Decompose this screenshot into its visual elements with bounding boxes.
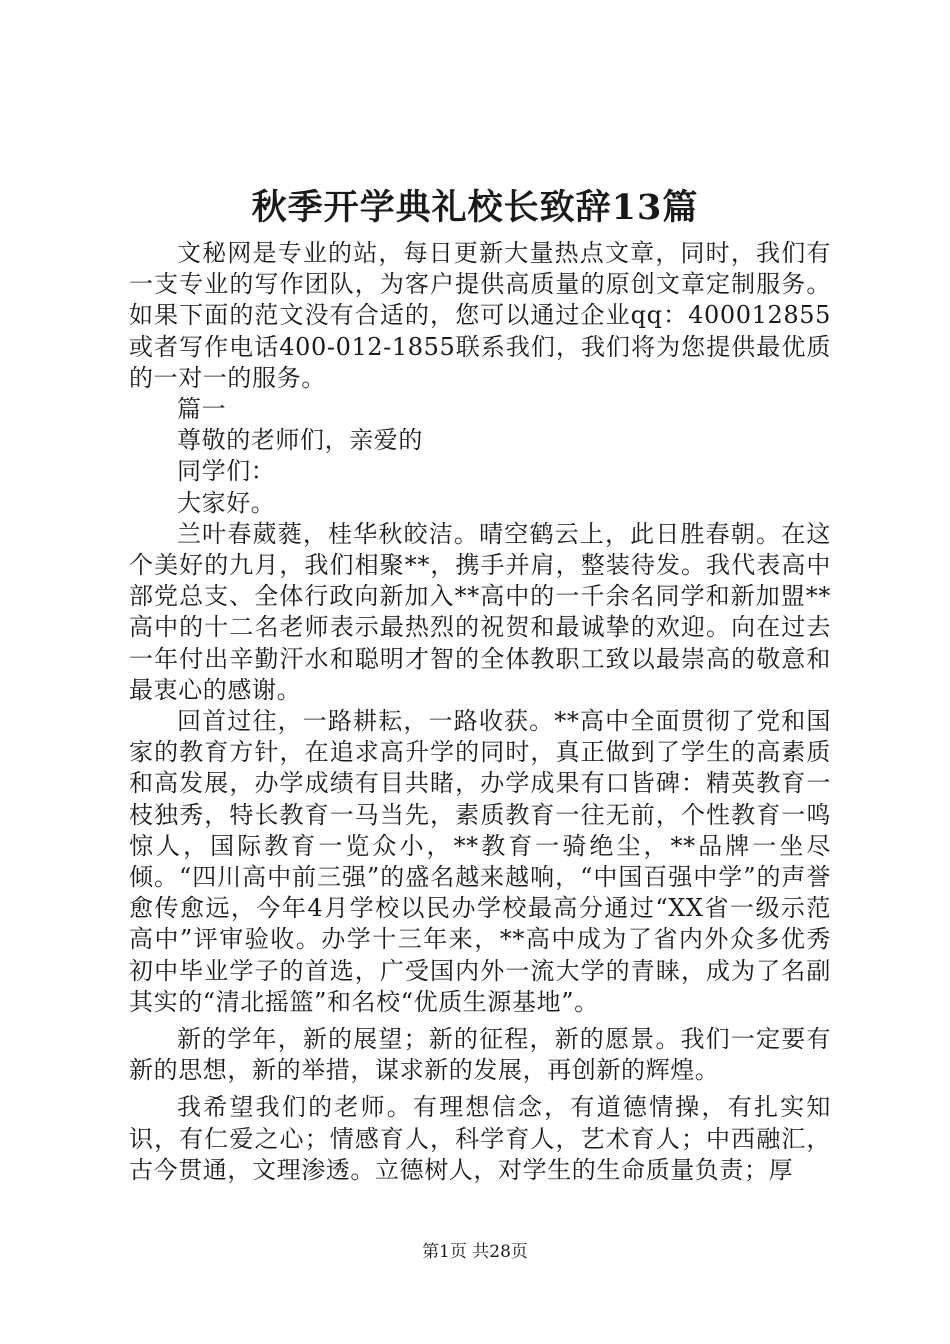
paragraph-section-heading: 篇一 (177, 395, 227, 424)
paragraph-greeting: 大家好。 (177, 488, 276, 517)
paragraph-review: 回首过往，一路耕耘，一路收获。**高中全面贯彻了党和国家的教育方针，在追求高升学的同时，真正做到了学生的高素质和高发展，办学成绩有目共睹，办学成果有口皆碑：精英教育一枝独秀，特长教育一马当先，素质教育一往无前，个性教育一鸣惊人，国际教育一览众小，**教育一骑绝尘，**品牌一坐尽倾。“四川高中前三强”的盛名越来越响，“中国百强中学”的声誉愈传愈远，今年4月学校以民办学校最高分通过“XX省一级示范高中”评审验收。办学十三年来，**高中成为了省内外众多优秀初中毕业学子的首选，广受国内外一流大学的青睐，成为了名副其实的“清北摇篮”和名校“优质生源基地”。 (129, 707, 831, 1016)
paragraph-intro: 文秘网是专业的站，每日更新大量热点文章，同时，我们有一支专业的写作团队，为客户提供高质量的原创文章定制服务。如果下面的范文没有合适的，您可以通过企业qq：400012855或者写作电话400-012-1855联系我们，我们将为您提供最优质的一对一的服务。 (129, 239, 831, 392)
document-body (129, 238, 831, 1186)
paragraph-new-year: 新的学年，新的展望；新的征程，新的愿景。我们一定要有新的思想，新的举措，谋求新的发展，再创新的辉煌。 (129, 1025, 831, 1085)
page-footer: 第1页 共28页 (422, 1242, 528, 1262)
paragraph-teachers: 我希望我们的老师。有理想信念，有道德情操，有扎实知识，有仁爱之心；情感育人，科学育人，艺术育人；中西融汇，古今贯通，文理渗透。立德树人，对学生的生命质量负责；厚 (129, 1093, 831, 1184)
paragraph-salutation-continued: 同学们： (177, 457, 276, 486)
document-title: 秋季开学典礼校长致辞13篇 (251, 187, 699, 228)
paragraph-opening: 兰叶春葳蕤，桂华秋皎洁。晴空鹤云上，此日胜春朝。在这个美好的九月，我们相聚**，携手并肩，整装待发。我代表高中部党总支、全体行政向新加入**高中的一千余名同学和新加盟**高中的十二名老师表示最热烈的祝贺和最诚挚的欢迎。向在过去一年付出辛勤汗水和聪明才智的全体教职工致以最崇高的敬意和最衷心的感谢。 (129, 519, 831, 704)
paragraph-salutation: 尊敬的老师们，亲爱的 (177, 426, 423, 455)
